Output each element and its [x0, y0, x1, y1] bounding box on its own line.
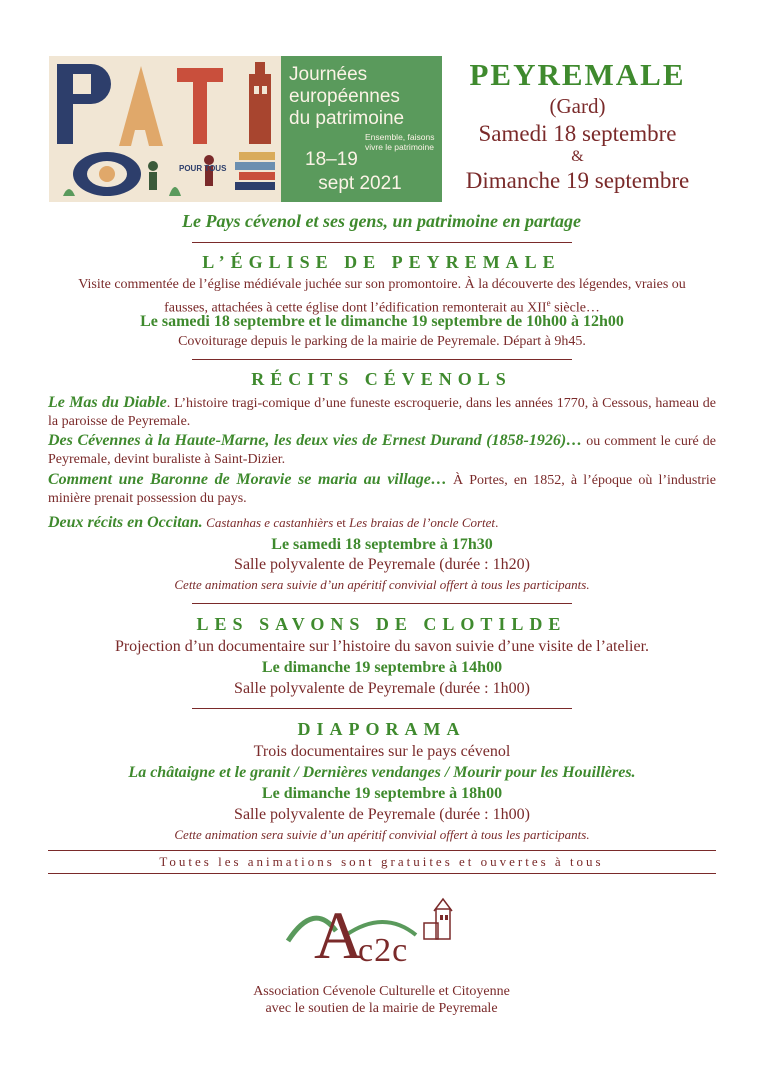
savons-schedule: Le dimanche 19 septembre à 14h00: [261, 659, 503, 676]
section-title-eglise: L’ÉGLISE DE PEYREMALE: [202, 252, 561, 272]
banner-du-patrimoine: du patrimoine: [289, 108, 405, 129]
ac2c-logo: [284, 895, 474, 975]
recit-2-title: Des Cévennes à la Haute-Marne, les deux vies de Ernest Durand (1858-1926)…: [48, 432, 583, 449]
event-location-dates: [445, 58, 710, 196]
recit-occitan: [48, 514, 716, 533]
eglise-description-1: Visite commentée de l’église médiévale juchée sur son promontoire. À la découverte des légendes, vraies ou: [78, 277, 686, 292]
recit-4-end: .: [495, 515, 499, 530]
recit-4-and: et: [333, 515, 350, 530]
divider: [192, 603, 572, 604]
banner-illustration: [49, 56, 281, 202]
eglise-schedule: Le samedi 18 septembre et le dimanche 19 septembre de 10h00 à 12h00: [140, 313, 624, 330]
patrimoine-letters-artwork: [49, 56, 281, 202]
divider-top: [48, 850, 716, 851]
recits-schedule: Le samedi 18 septembre à 17h30: [271, 536, 493, 553]
logo-letter-a: A: [314, 897, 364, 973]
village-name: PEYREMALE: [469, 57, 686, 92]
department: (Gard): [549, 94, 606, 118]
divider: [192, 242, 572, 243]
banner-text: [281, 56, 442, 202]
mayor-support: avec le soutien de la mairie de Peyremale: [265, 1001, 498, 1016]
association-name: Association Cévenole Culturelle et Citoyenne: [253, 984, 510, 999]
logo-c2c: c2c: [358, 932, 409, 969]
recits-note: Cette animation sera suivie d’un apéritif convivial offert à tous les participants.: [174, 577, 590, 592]
recit-baronne-moravie: [48, 471, 716, 508]
recit-mas-du-diable: [48, 394, 716, 431]
century-superscript: e: [546, 298, 551, 308]
banner-journees: Journées: [289, 64, 368, 85]
recits-venue: Salle polyvalente de Peyremale (durée : 1h20): [234, 556, 530, 573]
recit-4-title: Deux récits en Occitan.: [48, 514, 203, 531]
diaporama-description: Trois documentaires sur le pays cévenol: [253, 743, 511, 760]
banner-days: 18–19: [305, 149, 358, 170]
banner-month-year: sept 2021: [318, 173, 402, 194]
recit-3-text: À Portes, en 1852, à l’époque où l’industrie minière prenait possession du pays.: [48, 473, 716, 506]
diaporama-schedule: Le dimanche 19 septembre à 18h00: [261, 785, 503, 802]
recit-ernest-durand: [48, 432, 716, 469]
date-sunday: Dimanche 19 septembre: [465, 168, 690, 193]
recit-4-story-b: Les braias de l’oncle Cortet: [349, 515, 496, 530]
recit-3-title: Comment une Baronne de Moravie se maria au village…: [48, 471, 447, 488]
diaporama-note: Cette animation sera suivie d’un apéritif convivial offert à tous les participants.: [174, 827, 590, 842]
eglise-carpool-info: Covoiturage depuis le parking de la mairie de Peyremale. Départ à 9h45.: [178, 334, 586, 349]
diaporama-films: La châtaigne et le granit / Dernières vendanges / Mourir pour les Houillères.: [128, 764, 636, 781]
banner-subtitle: Ensemble, faisons vivre le patrimoine: [365, 132, 435, 152]
free-events-note: Toutes les animations sont gratuites et ouvertes à tous: [159, 854, 604, 869]
recit-1-title: Le Mas du Diable: [48, 394, 167, 411]
diaporama-venue: Salle polyvalente de Peyremale (durée : 1h00): [234, 806, 530, 823]
recit-4-story-a: Castanhas e castanhièrs: [206, 515, 334, 530]
divider: [192, 359, 572, 360]
banner-line-1: [289, 64, 404, 130]
banner-europeennes: européennes: [289, 86, 400, 107]
section-title-savons: LES SAVONS DE CLOTILDE: [196, 614, 567, 634]
association-credits: [0, 983, 763, 1017]
pour-tous-label: POUR TOUS: [179, 164, 227, 173]
heritage-days-banner: [49, 56, 442, 202]
eglise-desc-part-b: siècle…: [550, 300, 600, 316]
section-title-diaporama: DIAPORAMA: [297, 719, 466, 739]
section-title-recits: RÉCITS CÉVENOLS: [251, 369, 512, 389]
recit-1-text: . L’histoire tragi-comique d’une funeste escroquerie, dans les années 1770, à Cessous, hameau de la paroisse de Peyremale.: [48, 396, 716, 429]
savons-description: Projection d’un documentaire sur l’histoire du savon suivie d’une visite de l’atelier.: [114, 638, 650, 655]
savons-venue: Salle polyvalente de Peyremale (durée : 1h00): [234, 680, 530, 697]
recit-2-text: ou comment le curé de Peyremale, devint buraliste à Saint-Dizier.: [48, 434, 716, 467]
eglise-desc-part-a: fausses, attachées à cette église dont l’édification remonterait au XII: [164, 300, 547, 316]
tagline: Le Pays cévenol et ses gens, un patrimoine en partage: [182, 211, 581, 231]
ampersand: &: [571, 148, 584, 165]
divider-bottom: [48, 873, 716, 874]
date-saturday: Samedi 18 septembre: [478, 121, 677, 146]
divider: [192, 708, 572, 709]
banner-dates: [305, 148, 415, 196]
